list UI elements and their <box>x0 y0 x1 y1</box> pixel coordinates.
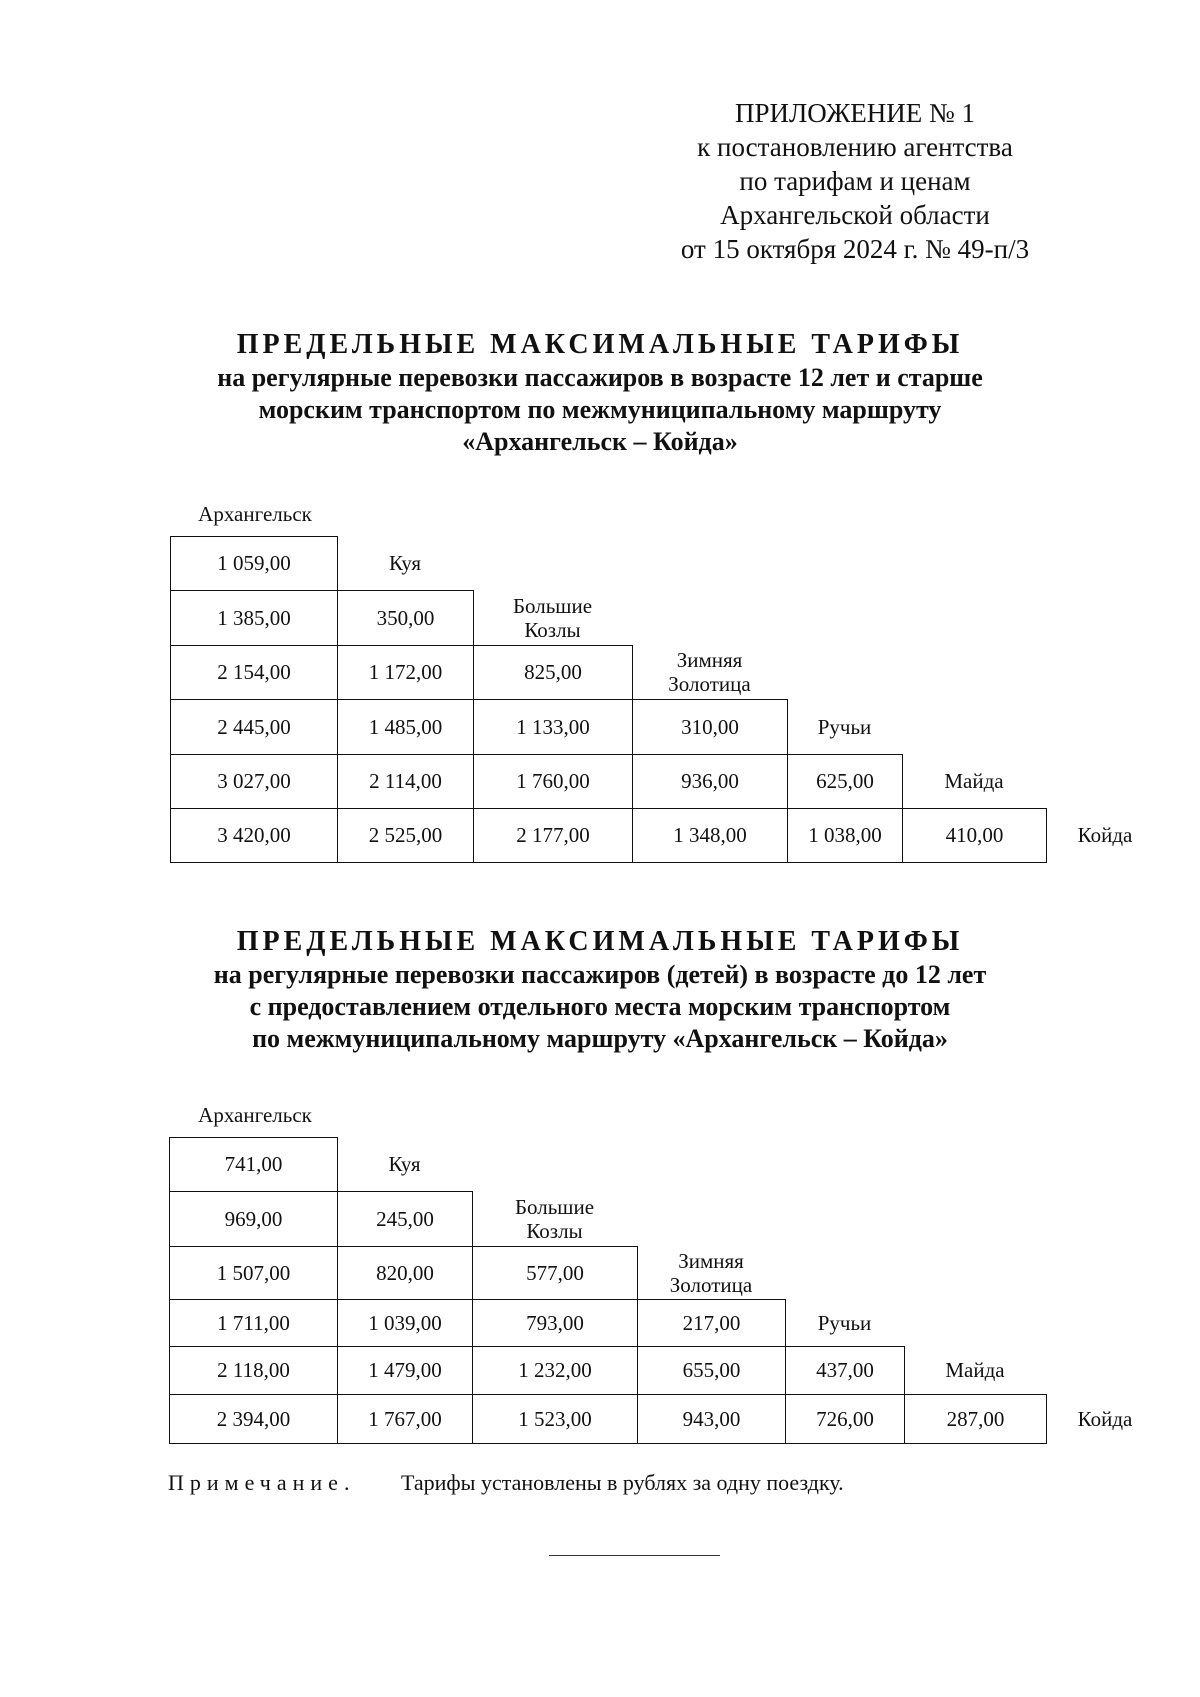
tariff-cell: 287,00 <box>904 1394 1047 1444</box>
tariff-cell: 1 133,00 <box>473 699 633 755</box>
tariff-cell: 969,00 <box>169 1191 338 1247</box>
station-label: Архангельск <box>198 1103 312 1127</box>
appendix-date-line: от 15 октября 2024 г. № 49-п/3 <box>680 234 1030 264</box>
section1-subtitle-1: на регулярные перевозки пассажиров в возрасте 12 лет и старше <box>217 363 983 392</box>
section2-subtitle-1: на регулярные перевозки пассажиров (детей) в возрасте до 12 лет <box>213 960 987 989</box>
tariff-cell: 1 485,00 <box>337 699 474 755</box>
tariff-cell: 1 523,00 <box>472 1394 638 1444</box>
appendix-line-2: к постановлению агентства <box>697 132 1013 162</box>
tariff-cell: 793,00 <box>472 1299 638 1347</box>
tariff-cell: 2 394,00 <box>169 1394 338 1444</box>
tariff-cell: 943,00 <box>637 1394 786 1444</box>
tariff-cell: 655,00 <box>637 1346 786 1395</box>
tariff-cell: 217,00 <box>637 1299 786 1347</box>
appendix-line-3: по тарифам и ценам <box>739 166 971 196</box>
tariff-cell: 310,00 <box>632 699 788 755</box>
station-label: Архангельск <box>198 502 312 526</box>
section1-subtitle-2: морским транспортом по межмуниципальному маршруту <box>258 395 942 424</box>
section2-subtitle-3: по межмуниципальному маршруту «Архангельск – Койда» <box>252 1024 948 1053</box>
tariff-cell: 1 038,00 <box>787 808 903 863</box>
appendix-number: ПРИЛОЖЕНИЕ № 1 <box>734 98 976 128</box>
tariff-cell: 577,00 <box>472 1246 638 1300</box>
station-label: Майда <box>944 769 1004 793</box>
tariff-cell: 2 445,00 <box>170 699 338 755</box>
section2-title: ПРЕДЕЛЬНЫЕ МАКСИМАЛЬНЫЕ ТАРИФЫ <box>236 926 964 957</box>
appendix-header <box>655 96 1055 266</box>
tariff-cell: 1 059,00 <box>170 536 338 591</box>
station-label: Куя <box>388 1152 421 1176</box>
tariff-cell: 2 118,00 <box>169 1346 338 1395</box>
tariff-cell: 410,00 <box>902 808 1047 863</box>
note <box>168 1470 844 1496</box>
tariff-cell: 1 711,00 <box>169 1299 338 1347</box>
tariff-cell: 625,00 <box>787 754 903 809</box>
tariff-cell: 3 420,00 <box>170 808 338 863</box>
station-label: Куя <box>388 551 422 575</box>
tariff-cell: 1 385,00 <box>170 590 338 646</box>
tariff-cell: 1 232,00 <box>472 1346 638 1395</box>
tariff-cell: 741,00 <box>169 1137 338 1192</box>
tariff-cell: 1 479,00 <box>337 1346 473 1395</box>
tariff-cell: 1 348,00 <box>632 808 788 863</box>
section1-title-block <box>0 328 1200 458</box>
tariff-cell: 936,00 <box>632 754 788 809</box>
tariff-cell: 2 154,00 <box>170 645 338 700</box>
tariff-cell: 2 177,00 <box>473 808 633 863</box>
tariff-cell: 2 525,00 <box>337 808 474 863</box>
section2-title-block <box>0 925 1200 1055</box>
note-label: Примечание. <box>168 1470 356 1495</box>
station-label: Большие Козлы <box>514 1194 595 1243</box>
closing-rule <box>549 1555 720 1556</box>
station-label: Зимняя Золотица <box>669 1248 753 1297</box>
tariff-cell: 1 507,00 <box>169 1246 338 1300</box>
tariff-cell: 245,00 <box>337 1191 473 1247</box>
tariff-cell: 1 767,00 <box>337 1394 473 1444</box>
tariff-cell: 1 172,00 <box>337 645 474 700</box>
station-label: Койда <box>1077 1406 1133 1431</box>
tariff-cell: 726,00 <box>785 1394 905 1444</box>
station-label: Большие Козлы <box>512 593 593 642</box>
tariff-cell: 1 039,00 <box>337 1299 473 1347</box>
tariff-cell: 3 027,00 <box>170 754 338 809</box>
tariff-cell: 1 760,00 <box>473 754 633 809</box>
tariff-cell: 2 114,00 <box>337 754 474 809</box>
tariff-cell: 350,00 <box>337 590 474 646</box>
section2-subtitle-2: с предоставлением отдельного места морским транспортом <box>249 992 951 1021</box>
section1-subtitle-3: «Архангельск – Койда» <box>462 427 738 456</box>
tariff-cell: 820,00 <box>337 1246 473 1300</box>
appendix-line-4: Архангельской области <box>720 200 990 230</box>
station-label: Ручьи <box>817 1310 872 1335</box>
tariff-cell: 825,00 <box>473 645 633 700</box>
station-label: Койда <box>1077 823 1133 847</box>
note-text: Тарифы установлены в рублях за одну поездку. <box>401 1470 844 1495</box>
section1-title: ПРЕДЕЛЬНЫЕ МАКСИМАЛЬНЫЕ ТАРИФЫ <box>236 329 964 360</box>
station-label: Майда <box>945 1358 1005 1382</box>
tariff-cell: 437,00 <box>785 1346 905 1395</box>
station-label: Ручьи <box>817 714 872 739</box>
station-label: Зимняя Золотица <box>668 648 751 696</box>
